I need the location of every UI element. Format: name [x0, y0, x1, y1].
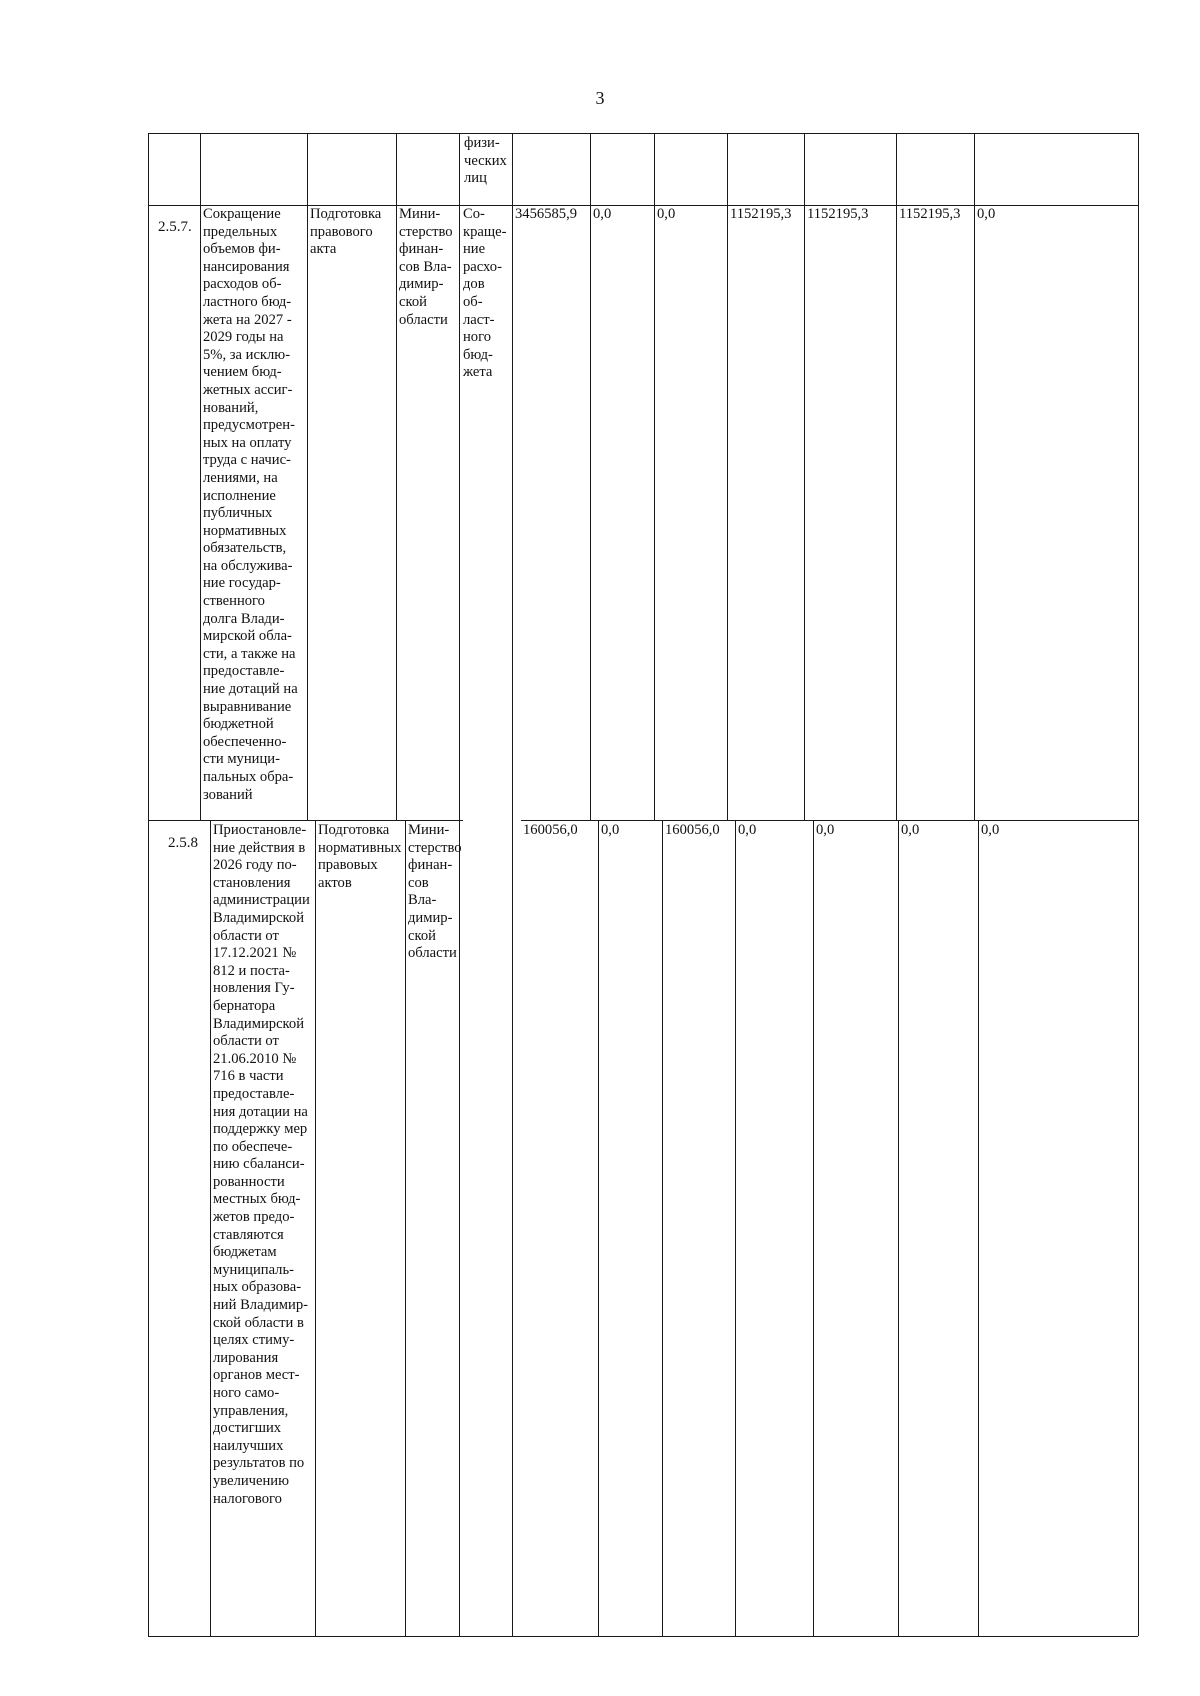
column-divider: [662, 820, 663, 1636]
amount-total: 160056,0: [523, 822, 578, 838]
row-separator: [521, 820, 1138, 821]
amount-2030: 0,0: [977, 206, 996, 222]
column-divider: [405, 820, 406, 1636]
implementation-mechanism: Подготовка нормативных правовых актов: [318, 822, 402, 891]
row-separator: [148, 820, 463, 821]
amount-2026: 160056,0: [665, 822, 720, 838]
column-divider: [896, 133, 897, 820]
page-number: 3: [595, 88, 605, 108]
implementation-mechanism: Подготовка правового акта: [310, 206, 382, 258]
amount-2028: 0,0: [816, 822, 835, 838]
expected-effect: Со- краще- ние расхо- дов об- ласт- ного бюд- жета: [463, 206, 507, 381]
amount-2025: 0,0: [601, 822, 620, 838]
column-divider: [315, 820, 316, 1636]
amount-2026: 0,0: [657, 206, 676, 222]
column-divider: [307, 133, 308, 820]
responsible-executor: Мини- стерство финан- сов Вла- димир- ской области: [399, 206, 453, 328]
column-divider: [590, 133, 591, 820]
column-divider: [727, 133, 728, 820]
column-divider: [598, 820, 599, 1636]
amount-2025: 0,0: [593, 206, 612, 222]
measure-description: Сокращение предельных объемов фи- нансирования расходов об- ластного бюд- жета на 2027 - 2029 годы на 5%, за исклю- чением бюд- жетных ассиг- нований, предусмотрен- ных на оплату труда с начис- лениями, на исполнение публичных нормативных обязательств, на обслужива- ние государ- ственного долга Влади- мирской обла- сти, а также на предоставле- ние дотаций на выравнивание бюджетной обеспеченно- сти муници- пальных обра- зований: [203, 206, 298, 803]
amount-2029: 0,0: [901, 822, 920, 838]
row-number: 2.5.8: [168, 835, 198, 851]
column-divider: [813, 820, 814, 1636]
responsible-executor: Мини- стерство финан- сов Вла- димир- ской области: [408, 822, 462, 962]
table-right-border: [1138, 133, 1139, 1636]
column-divider: [898, 820, 899, 1636]
column-divider: [200, 133, 201, 820]
continuation-effect-cell: физи- ческих лиц: [464, 135, 507, 187]
column-divider: [804, 133, 805, 820]
table-left-border: [148, 133, 149, 1636]
measure-description: Приостановле- ние действия в 2026 году по- становления администрации Владимирской области от 17.12.2021 № 812 и поста- новления Гу- бернатора Владимирской области от 21.06.2010 № 716 в части предоставле- ния дотации на поддержку мер по обеспече- нию сбаланси- рованности местных бюд- жетов предо- ставляются бюджетам муниципаль- ных образова- ний Владимир- ской области в целях стиму- лирования органов мест- ного само- управления, достигших наилучших результатов по увеличению налогового: [213, 822, 310, 1507]
amount-2027: 0,0: [738, 822, 757, 838]
amount-2030: 0,0: [981, 822, 1000, 838]
table-bottom-border: [148, 1636, 1138, 1637]
column-divider: [210, 820, 211, 1636]
column-divider: [974, 133, 975, 820]
column-divider: [654, 133, 655, 820]
column-divider: [978, 820, 979, 1636]
measures-table: [148, 133, 1138, 1636]
amount-2028: 1152195,3: [807, 206, 869, 222]
column-divider: [735, 820, 736, 1636]
column-divider: [459, 133, 460, 1636]
column-divider: [396, 133, 397, 820]
row-number: 2.5.7.: [158, 219, 192, 235]
amount-total: 3456585,9: [515, 206, 578, 222]
amount-2029: 1152195,3: [899, 206, 961, 222]
table-top-border: [148, 133, 1138, 134]
column-divider: [512, 133, 513, 1636]
amount-2027: 1152195,3: [730, 206, 792, 222]
